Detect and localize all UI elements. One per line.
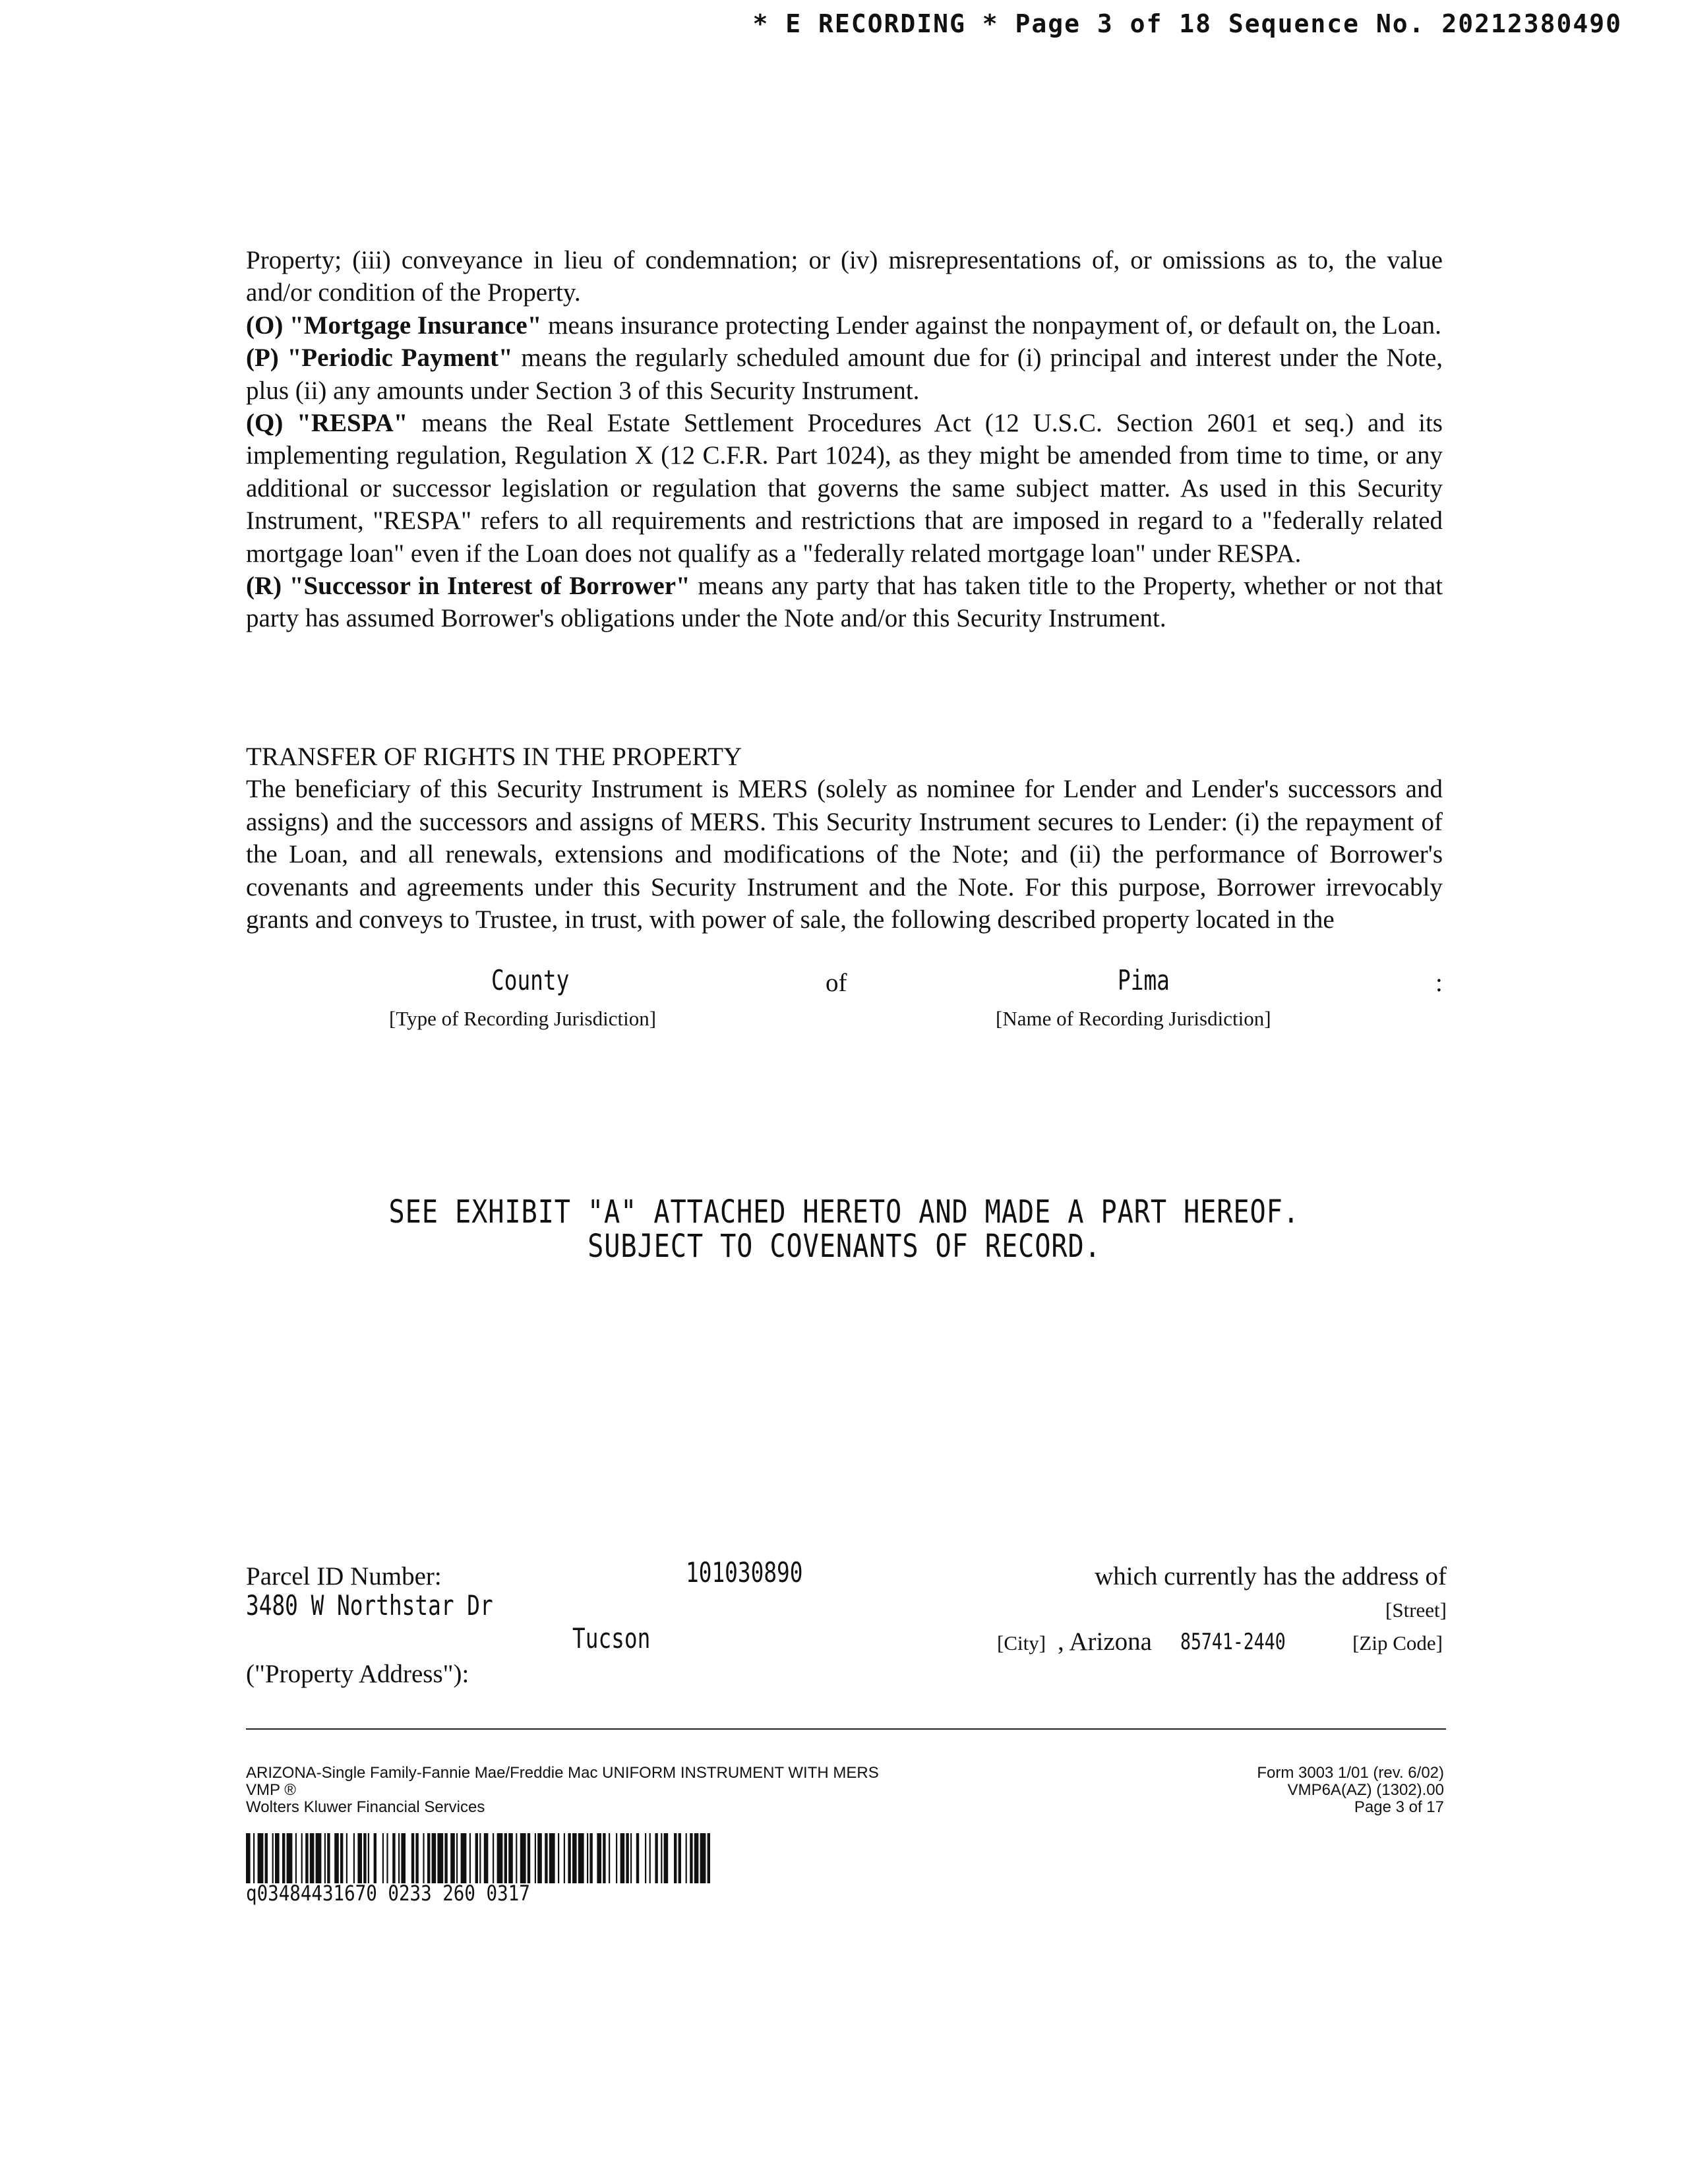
exhibit-line-2-text: SUBJECT TO COVENANTS OF RECORD. bbox=[587, 1228, 1101, 1265]
form-number: Form 3003 1/01 (rev. 6/02) bbox=[1257, 1764, 1444, 1782]
definition-r bbox=[246, 570, 1443, 635]
definition-p-text: means the regularly scheduled amount due for (i) principal and interest under the Note, plus (ii) any amounts under Section 3 of this Security Instrument. bbox=[246, 344, 1443, 405]
transfer-section bbox=[246, 741, 1443, 936]
state-text: , Arizona bbox=[1058, 1627, 1152, 1656]
footer-right bbox=[1257, 1765, 1444, 1816]
recording-header: * E RECORDING * Page 3 of 18 Sequence No. 20212380490 bbox=[752, 9, 1622, 38]
jurisdiction-colon: : bbox=[1435, 969, 1443, 997]
definition-r-label: (R) "Successor in Interest of Borrower" bbox=[246, 572, 690, 601]
jurisdiction-type-caption: [Type of Recording Jurisdiction] bbox=[389, 1007, 657, 1030]
barcode-image bbox=[246, 1833, 714, 1883]
exhibit-line-1-text: SEE EXHIBIT "A" ATTACHED HERETO AND MADE A PART HEREOF. bbox=[388, 1194, 1300, 1230]
definition-r-text: means any party that has taken title to the Property, whether or not that party has assumed Borrower's obligations under the Note and/or this Security Instrument. bbox=[246, 572, 1443, 633]
vmp-code: VMP6A(AZ) (1302).00 bbox=[1287, 1781, 1444, 1799]
zip-value: 85741-2440 bbox=[1180, 1629, 1286, 1655]
barcode-number bbox=[246, 1881, 576, 1906]
exhibit-line-2 bbox=[0, 1229, 1688, 1263]
jurisdiction-of: of bbox=[826, 969, 847, 997]
jurisdiction-name-caption: [Name of Recording Jurisdiction] bbox=[996, 1007, 1271, 1030]
definition-q-label: (Q) "RESPA" bbox=[246, 409, 408, 438]
address-lead-text: which currently has the address of bbox=[1095, 1562, 1447, 1591]
parcel-id-label: Parcel ID Number: bbox=[246, 1562, 442, 1591]
definition-p-label: (P) "Periodic Payment" bbox=[246, 344, 513, 373]
property-address-label: ("Property Address"): bbox=[246, 1660, 469, 1688]
publisher-name: Wolters Kluwer Financial Services bbox=[246, 1798, 485, 1816]
street-value: 3480 W Northstar Dr bbox=[246, 1589, 493, 1622]
definition-o bbox=[246, 309, 1443, 342]
zip-caption: [Zip Code] bbox=[1352, 1631, 1443, 1654]
paragraph-n-continuation: Property; (iii) conveyance in lieu of condemnation; or (iv) misrepresentations of, or omissions as to, the value and/or condition of the Property. bbox=[246, 246, 1443, 307]
transfer-text: The beneficiary of this Security Instrument is MERS (solely as nominee for Lender and Lender's successors and assigns) and the successors and assigns of MERS. This Security Instrument secures to Lender: (i) the repayment of the Loan, and all renewals, extensions and modifications of the Note; and (ii) the performance of Borrower's covenants and agreements under this Security Instrument and the Note. For this purpose, Borrower irrevocably grants and conveys to Trustee, in trust, with power of sale, the following described property located in the bbox=[246, 775, 1443, 934]
footer-left bbox=[246, 1765, 879, 1816]
jurisdiction-name-value: Pima bbox=[1118, 964, 1170, 996]
barcode-number-text: q03484431670 0233 260 0317 bbox=[246, 1881, 530, 1906]
footer-page-number: Page 3 of 17 bbox=[1354, 1798, 1444, 1816]
definition-o-label: (O) "Mortgage Insurance" bbox=[246, 311, 542, 340]
definition-o-text: means insurance protecting Lender against the nonpayment of, or default on, the Loan. bbox=[541, 311, 1441, 340]
city-value: Tucson bbox=[572, 1622, 651, 1654]
definition-q-text: means the Real Estate Settlement Procedures Act (12 U.S.C. Section 2601 et seq.) and its implementing regulation, Regulation X (12 C.F.R. Part 1024), as they might be amended from time to time, or any additional or successor legislation or regulation that governs the same subject matter. As used in this Security Instrument, "RESPA" refers to all requirements and restrictions that are imposed in regard to a "federally related mortgage loan" even if the Loan does not qualify as a "federally related mortgage loan" under RESPA. bbox=[246, 409, 1443, 568]
transfer-heading: TRANSFER OF RIGHTS IN THE PROPERTY bbox=[246, 743, 742, 771]
definition-p bbox=[246, 342, 1443, 407]
parcel-id-value: 101030890 bbox=[686, 1556, 803, 1589]
vmp-mark: VMP ® bbox=[246, 1781, 296, 1799]
jurisdiction-type-value: County bbox=[491, 964, 570, 996]
city-caption: [City] bbox=[997, 1631, 1046, 1654]
street-caption: [Street] bbox=[1385, 1598, 1447, 1622]
definition-q bbox=[246, 407, 1443, 570]
exhibit-line-1 bbox=[0, 1195, 1688, 1229]
form-description: ARIZONA-Single Family-Fannie Mae/Freddie Mac UNIFORM INSTRUMENT WITH MERS bbox=[246, 1764, 879, 1782]
footer-divider bbox=[246, 1728, 1446, 1730]
definitions-section bbox=[246, 244, 1443, 635]
